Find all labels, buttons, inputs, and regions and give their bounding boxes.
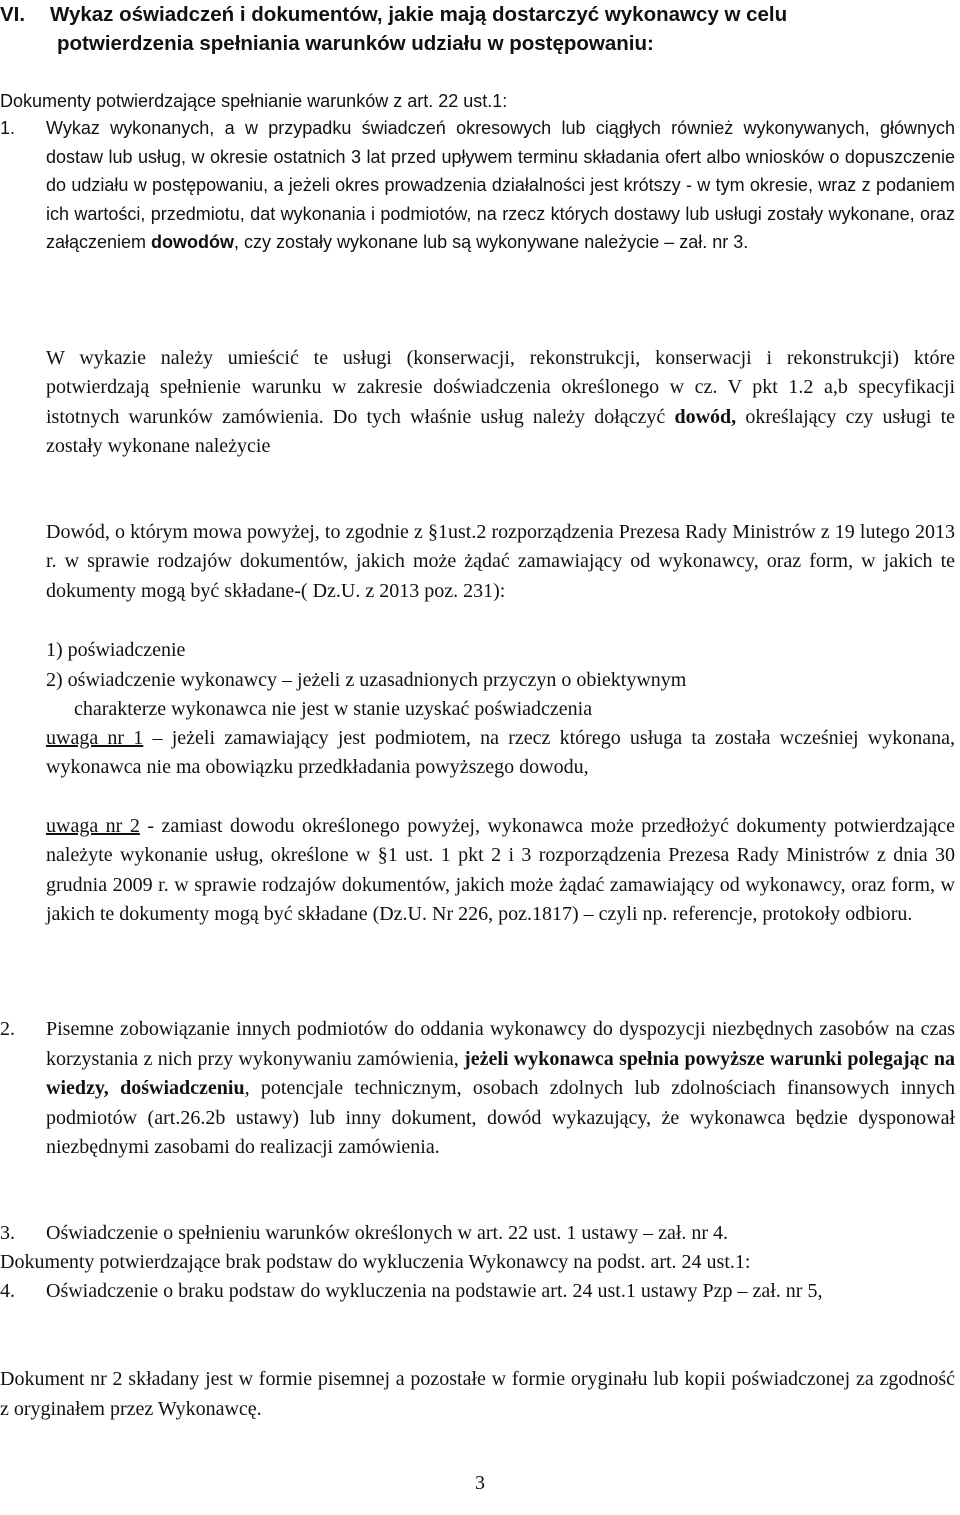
services-text-a: W wykazie należy umieścić te usługi (konserwacji, rekonstrukcji, konserwacji i rekonstrukcji) które potwierdzają spełnienie warunku w zakresie doświadczenia określonego w cz. V pkt 1.2 a,b specyfikacji istotnych warunków zamówienia. Do tych właśnie usług należy dołączyć: [46, 347, 955, 428]
conditions-heading: Dokumenty potwierdzające spełnianie warunków z art. 22 ust.1:: [0, 91, 508, 111]
item2-text-b: , potencjale technicznym, osobach zdolnych lub zdolnościach finansowych innych podmiotów (art.26.2b ustawy) lub inny dokument, dowód wykazujący, że wykonawca będzie dysponował niezbędnymi zasobami do realizacji zamówienia.: [46, 1077, 955, 1158]
note-2-text: - zamiast dowodu określonego powyżej, wykonawca może przedłożyć dokumenty potwierdzające należyte wykonanie usług, określone w §1 ust. 1 pkt 2 i 3 rozporządzenia Prezesa Rady Ministrów z dnia 30 grudnia 2009 r. w sprawie rodzajów dokumentów, jakich może żądać zamawiający od wykonawcy, oraz form, w jakich te dokumenty mogą być składane (Dz.U. Nr 226, poz.1817) – czyli np. referencje, protokoły odbioru.: [46, 815, 955, 925]
note-1-text: – jeżeli zamawiający jest podmiotem, na rzecz którego usługa ta została wcześniej wykonana, wykonawca nie ma obowiązku przedkładania powyższego dowodu,: [46, 727, 956, 779]
list-item-2: [0, 1015, 955, 1163]
list-item-3: [0, 1219, 955, 1249]
section-title-line1: Wykaz oświadczeń i dokumentów, jakie mają dostarczyć wykonawcy w celu: [50, 3, 788, 26]
item-text: [0, 114, 955, 257]
item-number: 1.: [0, 118, 16, 138]
item-number: 3.: [0, 1222, 15, 1244]
section-title-line2: potwierdzenia spełniania warunków udziału w postępowaniu:: [57, 32, 654, 55]
list-item-1: [0, 114, 955, 257]
proof-paragraph: Dowód, o którym mowa powyżej, to zgodnie z §1ust.2 rozporządzenia Prezesa Rady Ministrów z 19 lutego 2013 r. w sprawie rodzajów dokumentów, jakich może żądać zamawiający od wykonawcy, oraz form, w jakich te dokumenty mogą być składane-( Dz.U. z 2013 poz. 231):: [46, 521, 955, 602]
note-2: [46, 812, 955, 929]
services-paragraph: [46, 344, 955, 461]
item-text: [0, 1015, 955, 1163]
proof-list-item-2: 2) oświadczenie wykonawcy – jeżeli z uzasadnionych przyczyn o obiektywnym: [46, 669, 687, 691]
final-note: Dokument nr 2 składany jest w formie pisemnej a pozostałe w formie oryginału lub kopii poświadczonej za zgodność z oryginałem przez Wykonawcę.: [0, 1368, 955, 1420]
note-2-label: uwaga nr 2: [46, 815, 140, 837]
exclusion-heading: Dokumenty potwierdzające brak podstaw do wykluczenia Wykonawcy na podst. art. 24 ust.1:: [0, 1251, 751, 1273]
note-1: [46, 724, 955, 783]
item1-bold: dowodów: [151, 232, 235, 252]
proof-list-item-2-cont: charakterze wykonawca nie jest w stanie uzyskać poświadczenia: [74, 698, 593, 720]
section-number: VI.: [0, 3, 26, 26]
services-bold: dowód,: [674, 405, 737, 428]
section-title: [0, 0, 955, 58]
item-text: Oświadczenie o spełnieniu warunków określonych w art. 22 ust. 1 ustawy – zał. nr 4.: [46, 1222, 729, 1244]
item-number: 4.: [0, 1280, 15, 1302]
item1-text-a: Wykaz wykonanych, a w przypadku świadczeń okresowych lub ciągłych również wykonywanych, głównych dostaw lub usług, w okresie ostatnich 3 lat przed upływem terminu składania ofert albo wniosków o dopuszczenie do udziału w postępowaniu, a jeżeli okres prowadzenia działalności jest krótszy - w tym okresie, wraz z podaniem ich wartości, przedmiotu, dat wykonania i podmiotów, na rzecz których dostawy lub usługi zostały wykonane, oraz załączeniem: [46, 118, 955, 252]
list-item-4: [0, 1277, 955, 1307]
proof-list-item-1: 1) poświadczenie: [46, 639, 186, 661]
item-number: 2.: [0, 1018, 15, 1040]
item2-bold: jeżeli wykonawca spełnia powyższe warunki polegając na wiedzy, doświadczeniu: [46, 1047, 955, 1099]
item2-text-a: Pisemne zobowiązanie innych podmiotów do oddania wykonawcy do dyspozycji niezbędnych zasobów na czas korzystania z nich przy wykonywaniu zamówienia,: [46, 1018, 955, 1070]
page-number: 3: [475, 1472, 485, 1494]
services-text-b: określający czy usługi te zostały wykonane należycie: [46, 405, 955, 457]
item1-text-b: , czy zostały wykonane lub są wykonywane należycie – zał. nr 3.: [234, 232, 749, 252]
item-text: Oświadczenie o braku podstaw do wykluczenia na podstawie art. 24 ust.1 ustawy Pzp – zał. nr 5,: [46, 1280, 823, 1302]
note-1-label: uwaga nr 1: [46, 727, 144, 749]
